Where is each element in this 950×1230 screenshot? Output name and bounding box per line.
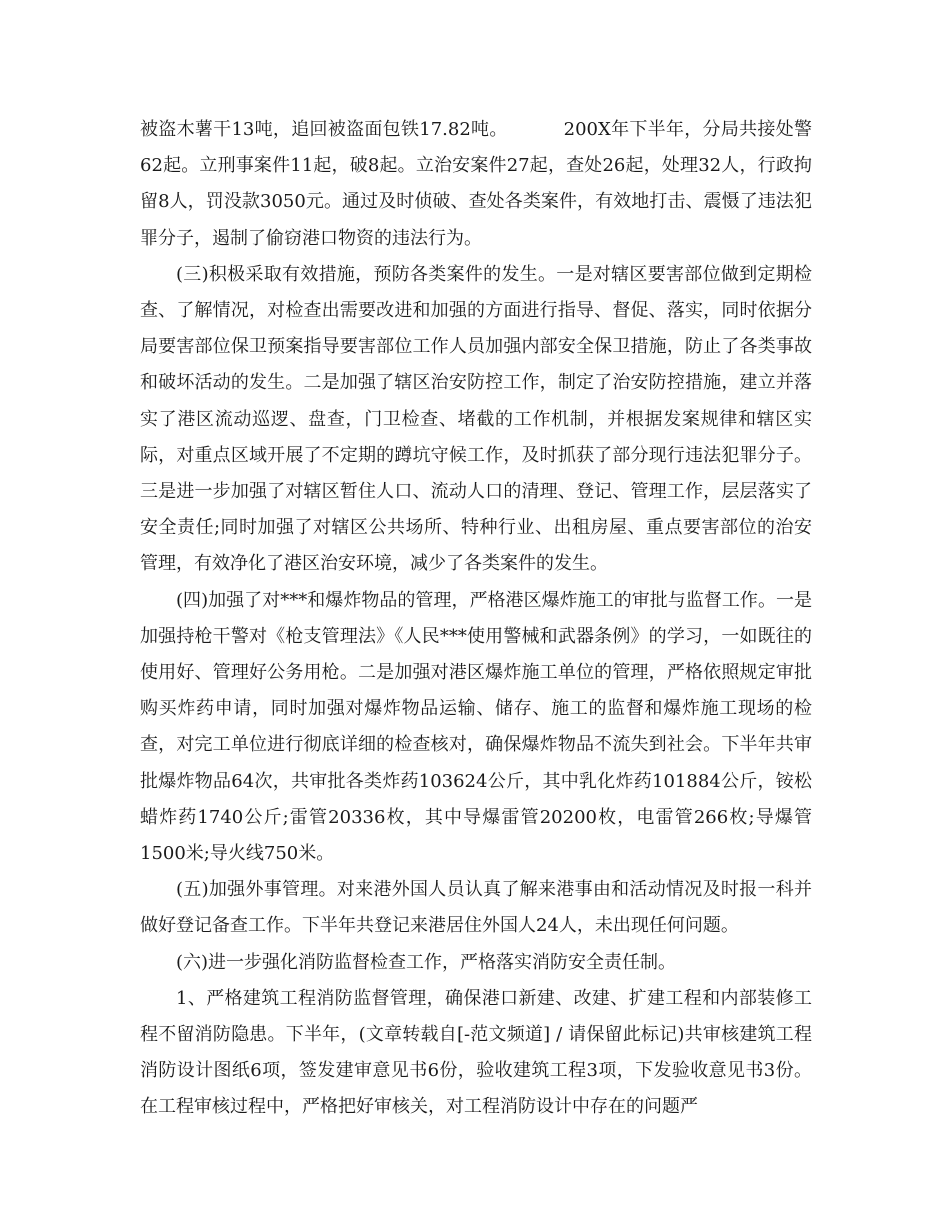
document-page bbox=[140, 112, 812, 1126]
paragraph-case-statistics bbox=[140, 112, 812, 257]
paragraph-fire-supervision-heading: (六)进一步强化消防监督检查工作，严格落实消防安全责任制。 bbox=[176, 951, 677, 973]
paragraph-foreign-affairs: (五)加强外事管理。对来港外国人员认真了解来港事由和活动情况及时报一科并做好登记备查工作。下半年共登记来港居住外国人24人，未出现任何问题。 bbox=[140, 879, 812, 937]
paragraph-construction-fire-review: 1、严格建筑工程消防监督管理，确保港口新建、改建、扩建工程和内部装修工程不留消防隐患。下半年，(文章转载自[-范文频道] / 请保留此标记)共审核建筑工程消防设计图纸6项，签发建审意见书6份，验收建筑工程3项，下发验收意见书3份。在工程审核过程中，严格把好审核关，对工程消防设计中存在的问题严 bbox=[140, 987, 812, 1118]
paragraph-text-main: 200X年下半年，分局共接处警62起。立刑事案件11起，破8起。立治安案件27起，查处26起，处理32人，行政拘留8人，罚没款3050元。通过及时侦破、查处各类案件，有效地打击、震慑了违法犯罪分子，遏制了偷窃港口物资的违法行为。 bbox=[140, 119, 812, 249]
paragraph-explosives-management: (四)加强了对***和爆炸物品的管理，严格港区爆炸施工的审批与监督工作。一是加强持枪干警对《枪支管理法》《人民***使用警械和武器条例》的学习，一如既往的使用好、管理好公务用枪。二是加强对港区爆炸施工单位的管理，严格依照规定审批购买炸药申请，同时加强对爆炸物品运输、储存、施工的监督和爆炸施工现场的检查，对完工单位进行彻底详细的检查核对，确保爆炸物品不流失到社会。下半年共审批爆炸物品64次，共审批各类炸药103624公斤，其中乳化炸药101884公斤，铵松蜡炸药1740公斤;雷管20336枚，其中导爆雷管20200枚，电雷管266枚;导爆管1500米;导火线750米。 bbox=[140, 589, 812, 865]
paragraph-text-lead: 被盗木薯干13吨，追回被盗面包铁17.82吨。 bbox=[140, 119, 508, 140]
paragraph-prevention-measures: (三)积极采取有效措施，预防各类案件的发生。一是对辖区要害部位做到定期检查、了解情况，对检查出需要改进和加强的方面进行指导、督促、落实，同时依据分局要害部位保卫预案指导要害部位工作人员加强内部安全保卫措施，防止了各类事故和破坏活动的发生。二是加强了辖区治安防控工作，制定了治安防控措施，建立并落实了港区流动巡逻、盘查，门卫检查、堵截的工作机制，并根据发案规律和辖区实际，对重点区域开展了不定期的蹲坑守候工作，及时抓获了部分现行违法犯罪分子。三是进一步加强了对辖区暂住人口、流动人口的清理、登记、管理工作，层层落实了安全责任;同时加强了对辖区公共场所、特种行业、出租房屋、重点要害部位的治安管理，有效净化了港区治安环境，减少了各类案件的发生。 bbox=[140, 263, 812, 575]
